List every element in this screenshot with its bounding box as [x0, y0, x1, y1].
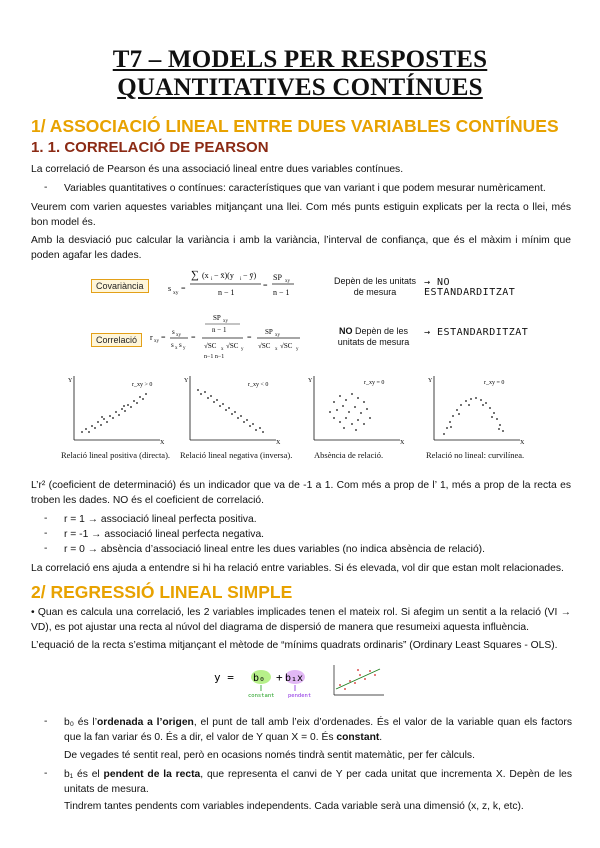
svg-text:=: = [247, 333, 252, 342]
svg-text:n − 1: n − 1 [218, 288, 235, 297]
correlation-note [326, 326, 421, 348]
svg-text:√SC: √SC [204, 342, 217, 350]
eq-pendent-label: pendent [288, 693, 312, 699]
svg-text:n−1 n−1: n−1 n−1 [204, 354, 225, 360]
correlation-note-no: NO [338, 326, 353, 336]
scatter-negative [180, 372, 286, 448]
bullet-dash: - [44, 182, 48, 193]
eq-y: y = [214, 671, 234, 684]
svg-text:Y: Y [184, 378, 189, 384]
list-item-r-1: r = 1 → associació lineal perfecta positiva. [64, 514, 257, 525]
list-item-b0 [64, 716, 572, 745]
paragraph-regression-intro: • Quan es calcula una correlació, les 2 variables implicades tenen el mateix rol. Si afegim un sentit a la relació (VI → VD), es pot ajustar una recta al núvol del diagrama de dispersió de manera que resumeixi aquesta influència. [31, 607, 571, 633]
subsection-1-1-heading: 1. 1. CORRELACIÓ DE PEARSON [31, 139, 269, 156]
scatter-curvilinear [424, 372, 530, 448]
svg-text:SP: SP [273, 273, 282, 282]
caption-curvilinear: Relació no lineal: curvilínea. [426, 450, 525, 460]
r-positive: r_xy > 0 [132, 382, 153, 388]
svg-text:i: i [211, 277, 213, 282]
r-none: r_xy = 0 [364, 380, 385, 386]
correlation-handwritten: → ESTANDARDITZAT [424, 327, 529, 338]
caption-none: Absència de relació. [314, 450, 384, 460]
covariance-formula [168, 266, 308, 302]
svg-text:s: s [171, 341, 174, 349]
svg-text:SP: SP [265, 328, 273, 336]
svg-text:(x: (x [202, 271, 209, 280]
paragraph-r-squared: L’r² (coeficient de determinació) és un indicador que va de -1 a 1. Com més a prop de l’ 1, més a prop de la recta es troben les dades. NO és el coeficient de correlació. [31, 480, 571, 506]
svg-text:xy: xy [173, 290, 179, 296]
section-1-heading: 1/ ASSOCIACIÓ LINEAL ENTRE DUES VARIABLES CONTÍNUES [31, 116, 559, 136]
svg-text:x: x [275, 347, 278, 352]
svg-text:xy: xy [154, 339, 159, 344]
correlation-formula [150, 310, 320, 362]
svg-text:s: s [168, 284, 172, 293]
caption-negative: Relació lineal negativa (inversa). [180, 450, 293, 460]
r-negative: r_xy < 0 [248, 382, 269, 388]
paragraph-correlation-help: La correlació ens ajuda a entendre si hi ha relació entre variables. Si és elevada, vol dir que estan molt relacionades. [31, 563, 564, 574]
svg-text:y: y [296, 347, 299, 352]
svg-text:x: x [175, 346, 178, 351]
eq-b1x: b₁x [285, 673, 304, 684]
bullet-dash: - [44, 513, 48, 524]
b1-bold-term: pendent de la recta [103, 769, 201, 780]
bullet-dash: - [44, 716, 48, 727]
svg-text:√SC: √SC [280, 342, 293, 350]
b1-text: , que representa el canvi de Y per cada unitat que incrementa X. Depèn de les unitats de mesura. [64, 769, 572, 795]
correlation-label: Correlació [91, 333, 142, 347]
svg-text:√SC: √SC [226, 342, 239, 350]
bullet-dash: - [44, 528, 48, 539]
bullet-dash: - [44, 543, 48, 554]
covariance-note: Depèn de les unitats de mesura [333, 276, 417, 297]
svg-text:=: = [181, 284, 186, 293]
svg-text:=: = [263, 281, 268, 290]
svg-text:y: y [241, 347, 244, 352]
paragraph-pearson-intro: La correlació de Pearson és una associació lineal entre dues variables contínues. [31, 164, 404, 175]
svg-text:=: = [191, 333, 196, 342]
eq-plus: + [276, 671, 283, 684]
svg-text:SP: SP [213, 314, 221, 322]
b0-constant: constant [336, 731, 380, 743]
section-2-heading: 2/ REGRESSIÓ LINEAL SIMPLE [31, 582, 293, 602]
b0-note: De vegades té sentit real, però en ocasions només tindrà sentit matemàtic, per fer càlculs. [64, 750, 475, 761]
eq-b0: b₀ [253, 673, 266, 684]
svg-text:− x̄)(y: − x̄)(y [214, 271, 234, 280]
b0-end: . [379, 731, 383, 743]
svg-text:s: s [172, 328, 175, 336]
b1-note: Tindrem tantes pendents com variables independents. Cada variable serà una dimensió (x, z, k, etc). [64, 801, 524, 812]
b0-prefix: b₀ és l’ [64, 717, 98, 728]
list-item-r-0: r = 0 → absència d’associació lineal entre les dues variables (no indica absència de relació). [64, 544, 485, 555]
page-title-line-2: QUANTITATIVES CONTÍNUES [117, 74, 483, 101]
b0-text: , el punt de tall amb l’eix d’ordenades. És el valor de la variable quan els factors que la fan variar és 0. És a dir, el valor de Y quan X = 0. És [64, 717, 572, 743]
scatter-positive [64, 372, 170, 448]
svg-text:s: s [179, 341, 182, 349]
svg-text:n − 1: n − 1 [273, 288, 290, 297]
svg-text:X: X [160, 440, 165, 446]
svg-text:Y: Y [308, 378, 313, 384]
svg-text:r: r [150, 333, 153, 342]
caption-positive: Relació lineal positiva (directa). [61, 450, 171, 460]
svg-text:Y: Y [68, 378, 73, 384]
b1-prefix: b₁ és el [64, 769, 104, 780]
b0-bold-term: ordenada a l’origen [97, 717, 194, 728]
svg-text:xy: xy [285, 279, 290, 284]
svg-text:n − 1: n − 1 [212, 326, 227, 334]
paragraph-model: Veurem com varien aquestes variables mitjançant una llei. Com més punts estiguin explicats per la recta o llei, més bon model és. [31, 202, 571, 228]
paragraph-ols: L’equació de la recta s’estima mitjançant el mètode de “mínims quadrats ordinaris” (Ordinary Least Squares - OLS). [31, 640, 558, 651]
svg-text:x: x [221, 347, 224, 352]
svg-text:xy: xy [223, 319, 228, 324]
svg-text:X: X [400, 440, 405, 446]
bullet-variables: Variables quantitatives o contínues: característiques que van variant i que podem mesurar numèricament. [64, 183, 546, 194]
eq-constant-label: constant [248, 693, 275, 699]
svg-text:y: y [183, 346, 186, 351]
scatter-none [304, 372, 410, 448]
svg-text:− ȳ): − ȳ) [243, 271, 257, 280]
list-item-r-minus-1: r = -1 → associació lineal perfecta negativa. [64, 529, 265, 540]
svg-text:Y: Y [428, 378, 433, 384]
svg-text:=: = [161, 333, 166, 342]
list-item-b1 [64, 768, 572, 797]
svg-text:xy: xy [176, 333, 181, 338]
covariance-handwritten: → NO ESTANDARDITZAT [424, 277, 516, 298]
bullet-dash: - [44, 768, 48, 779]
regression-equation-sketch [212, 661, 392, 703]
svg-text:xy: xy [275, 333, 280, 338]
svg-text:∑: ∑ [191, 269, 199, 281]
r-curvilinear: r_xy = 0 [484, 380, 505, 386]
page-title-line-1: T7 – MODELS PER RESPOSTES [112, 46, 488, 73]
covariance-label: Covariància [91, 279, 149, 293]
paragraph-deviation: Amb la desviació puc calcular la variància i amb la variància, l’interval de confiança, que és el màxim i mínim que poden agafar les dades. [31, 235, 571, 261]
svg-text:√SC: √SC [258, 342, 271, 350]
svg-text:i: i [240, 277, 242, 282]
svg-text:X: X [520, 440, 525, 446]
correlation-note-text: Depèn de les unitats de mesura [337, 326, 410, 347]
svg-text:X: X [276, 440, 281, 446]
